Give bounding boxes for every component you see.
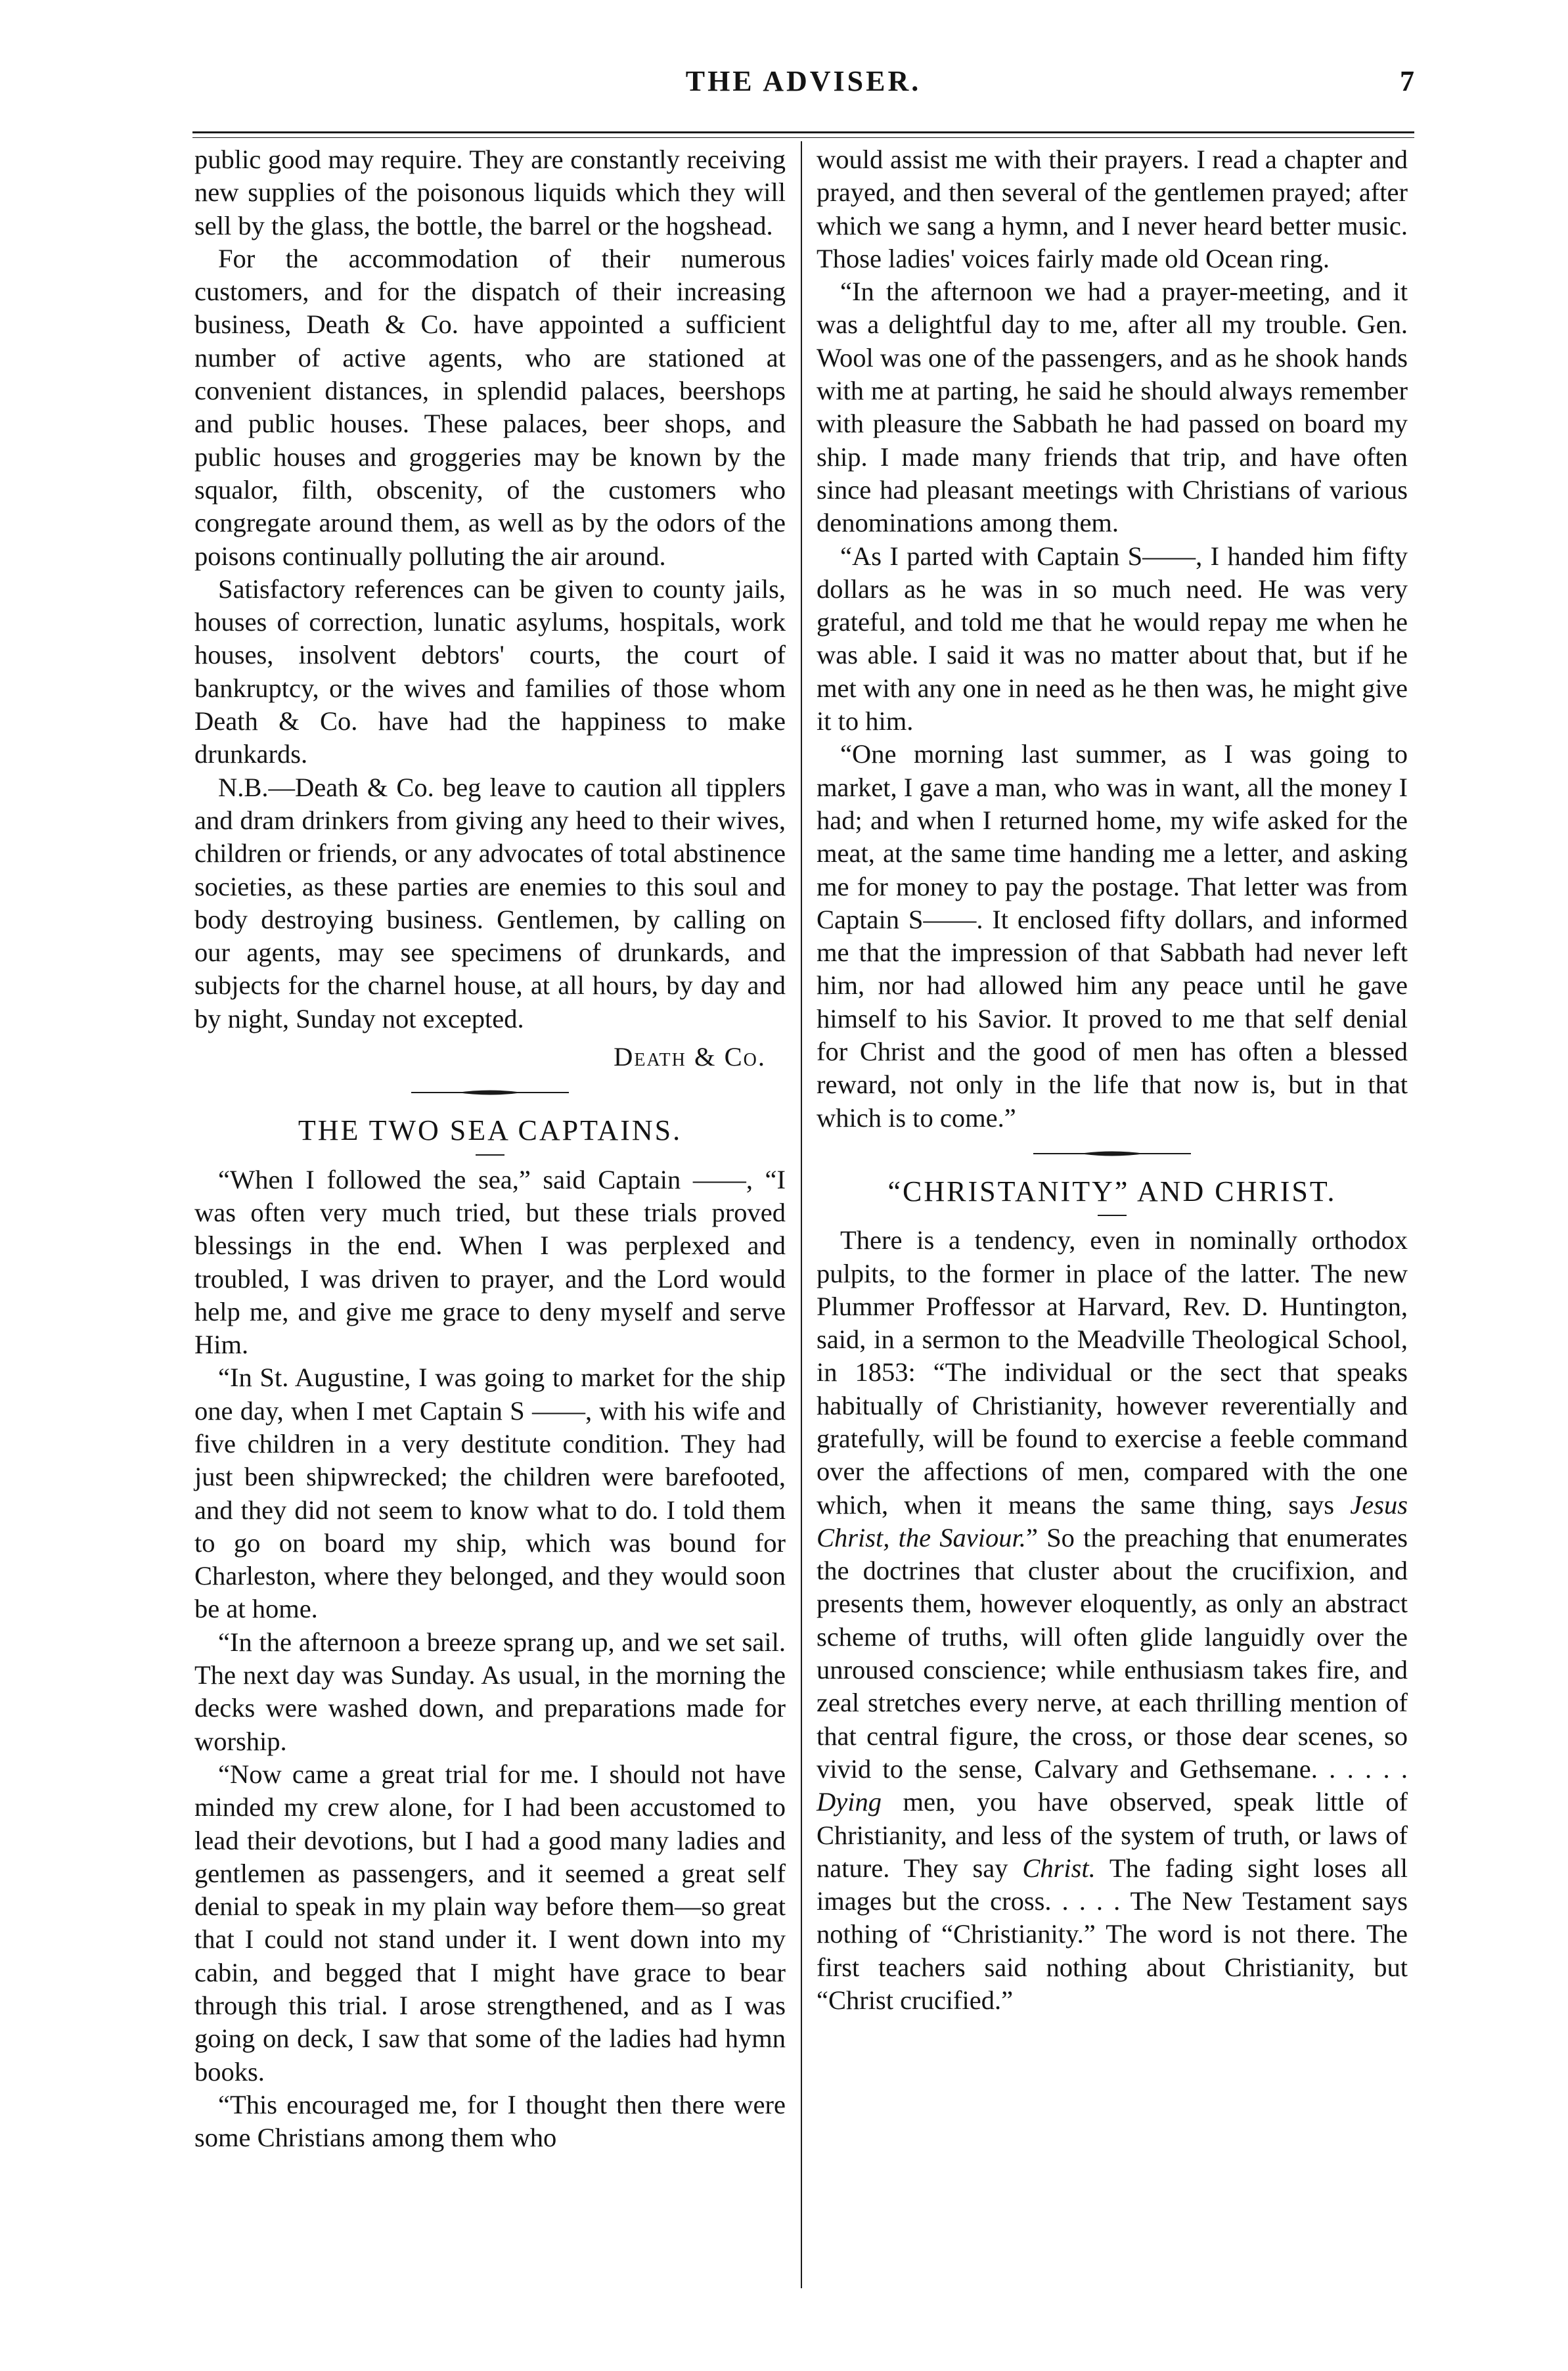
text-run: There is a tendency, even in nominally orthodox pulpits, to the former in place of the latter. The new Plummer Proffessor at Harvard, Rev. D. Huntington, said, in a sermon to the Meadville Theological School, in 1853: “The individual or the sect that speaks habitually of Christianity, however reverentially and gratefully, will be found to exercise a feeble command over the affections of men, compared with the one which, when it means the same thing, says — [817, 1225, 1408, 1520]
article-paragraph: “As I parted with Captain S——, I handed him fifty dollars as he was in so much need. He was very grateful, and told me that he would repay me when he was able. I said it was no matter about that, but if he met with any one in need as he then was, he might give it to him. — [817, 541, 1408, 736]
section-title: “CHRISTANITY” AND CHRIST. — [887, 1175, 1337, 1208]
article-paragraph: would assist me with their prayers. I read a chapter and prayed, and then several of the gentlemen prayed; after which we sang a hymn, and I never heard better music. Those ladies' voices fairly made old Ocean ring. — [817, 145, 1408, 273]
title-dash — [1098, 1215, 1127, 1216]
article-paragraph: “In St. Augustine, I was going to market for the ship one day, when I met Captain S ——, with his wife and five children in a very destitute condition. They had just been shipwrecked; the children were barefooted, and they did not seem to know what to do. I told them to go on board my ship, which was bound for Charleston, where they belonged, and they would soon be at home. — [194, 1363, 786, 1624]
section-title: THE TWO SEA CAPTAINS. — [298, 1114, 683, 1147]
article-paragraph: “This encouraged me, for I thought then there were some Christians among them who — [194, 2089, 786, 2153]
section-ornament — [411, 1088, 569, 1097]
article-paragraph: Satisfactory references can be given to county jails, houses of correction, lunatic asylums, hospitals, work houses, insolvent debtors' courts, the court of bankruptcy, or the wives and families of those whom Death & Co. have had the happiness to make drunkards. — [194, 574, 786, 769]
article-paragraph: “When I followed the sea,” said Captain ——, “I was often very much tried, but these trials proved blessings in the end. When I was perplexed and troubled, I was driven to prayer, and the Lord would help me, and give me grace to deny myself and serve Him. — [194, 1164, 786, 1360]
article-signature: Death & Co. — [614, 1042, 766, 1072]
italic-text: Christ. — [1022, 1853, 1096, 1883]
page-number: 7 — [1400, 65, 1414, 97]
section-ornament — [1033, 1149, 1191, 1158]
article-paragraph: N.B.—Death & Co. beg leave to caution all tipplers and dram drinkers from giving any heed to their wives, children or friends, or any advocates of total abstinence societies, as these parties are enemies to this soul and body destroying business. Gentlemen, by calling on our agents, may see specimens of drunkards, and subjects for the charnel house, at all hours, by day and by night, Sunday not excepted. — [194, 772, 786, 1033]
header-rule-thin — [192, 137, 1414, 138]
article-paragraph: “One morning last summer, as I was going to market, I gave a man, who was in want, all the money I had; and when I returned home, my wife asked for the meat, at the same time handing me a letter, and asking me for money to pay the postage. That letter was from Captain S——. It enclosed fifty dollars, and informed me that the impression of that Sabbath had never left him, nor had allowed him any peace until he gave himself to his Savior. It proved to me that self denial for Christ and the good of men has often a blessed reward, not only in the life that now is, but in that which is to come.” — [817, 739, 1408, 1133]
article-paragraph: “In the afternoon we had a prayer-meeting, and it was a delightful day to me, after all my trouble. Gen. Wool was one of the passengers, and as he shook hands with me at parting, he said he should always remember with pleasure the Sabbath he had passed on board my ship. I made many friends that trip, and have often since had pleasant meetings with Christians of various denominations among them. — [817, 277, 1408, 538]
article-paragraph: For the accommodation of their numerous customers, and for the dispatch of their increasing business, Death & Co. have appointed a sufficient number of active agents, who are stationed at convenient distances, in splendid palaces, beershops and public houses. These palaces, beer shops, and public houses and groggeries may be known by the squalor, filth, obscenity, of the customers who congregate around them, as well as by the odors of the poisons continually polluting the air around. — [194, 243, 786, 571]
article-paragraph — [817, 1224, 1408, 2017]
running-title: THE ADVISER. — [685, 65, 922, 97]
article-paragraph: public good may require. They are constantly receiving new supplies of the poisonous liquids which they will sell by the glass, the bottle, the barrel or the hogshead. — [194, 145, 786, 240]
page-header — [192, 64, 1414, 110]
title-dash — [476, 1154, 504, 1156]
article-paragraph: “In the afternoon a breeze sprang up, and we set sail. The next day was Sunday. As usual, in the morning the decks were washed down, and preparations made for worship. — [194, 1627, 786, 1756]
text-run: The fading sight loses all images but the cross. . . . . The New Testament says nothing of “Christianity.” The word is not there. The first teachers said nothing about Christianity, but “Christ crucified.” — [817, 1853, 1408, 2016]
left-column — [194, 143, 786, 2155]
right-column — [817, 143, 1408, 2017]
italic-text: Jesus Christ, the Saviour. — [817, 1489, 1408, 1552]
column-divider — [801, 141, 802, 2288]
text-run: ” So the preaching that enumerates the doctrines that cluster about the crucifixion, and presents them, however eloquently, as only an abstract scheme of truths, will often glide languidly over the unroused conscience; while enthusiasm takes fire, and zeal stretches every nerve, at each thrilling mention of that central figure, the cross, or those dear scenes, so vivid to the sense, Calvary and Gethsemane. . . . . . — [817, 1522, 1408, 1784]
text-run: men, you have observed, speak little of Christianity, and less of the system of truth, or laws of nature. They say — [817, 1787, 1408, 1883]
italic-text: Dying — [817, 1787, 882, 1817]
article-paragraph: “Now came a great trial for me. I should not have minded my crew alone, for I had been accustomed to lead their devotions, but I had a good many ladies and gentlemen as passengers, and it seemed a great self denial to speak in my plain way before them—so great that I could not stand under it. I went down into my cabin, and begged that I might have grace to bear through this trial. I arose strengthened, and as I was going on deck, I saw that some of the ladies had hymn books. — [194, 1759, 786, 2087]
header-rule — [192, 131, 1414, 133]
